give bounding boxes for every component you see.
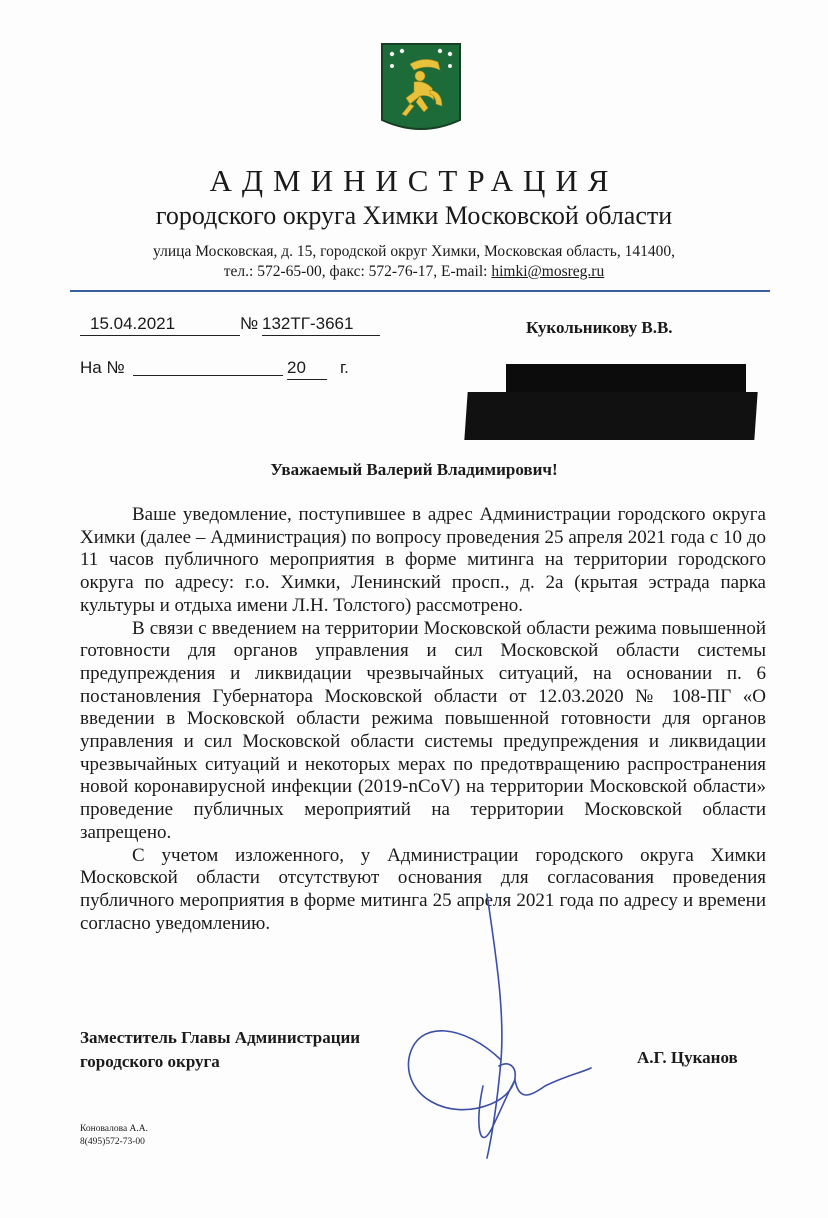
redacted-address	[466, 358, 766, 440]
signature-icon	[395, 890, 615, 1170]
outgoing-number-label: №	[240, 314, 259, 333]
reply-to-label: На №	[80, 358, 125, 377]
outgoing-date: 15.04.2021	[80, 314, 240, 336]
reply-to-year-suffix: г.	[340, 358, 349, 377]
letter-paragraph: В связи с введением на территории Московской области режима повышенной готовности для органов управления и сил Московской области системы предупреждения и ликвидации чрезвычайных ситуаций, на основании п. 6 постановления Губернатора Московской области от 12.03.2020 № 108-ПГ «О введении в Московской области режима повышенной готовности для органов управления и сил Московской области системы предупреждения и ликвидации чрезвычайных ситуаций и некоторых мерах по предотвращению распространения новой коронавирусной инфекции (2019-nCoV) на территории Московской области» проведение публичных мероприятий на территории Московской области запрещено.	[80, 617, 766, 843]
reply-to-year: 20	[287, 358, 327, 380]
coat-of-arms-icon	[380, 42, 462, 138]
letter-paragraph: Ваше уведомление, поступившее в адрес Администрации городского округа Химки (далее – Администрация) по вопросу проведения 25 апреля 2021 года с 10 до 11 часов публичного мероприятия в форме митинга на территории городского округа по адресу: г.о. Химки, Ленинский просп., д. 2а (крытая эстрада парка культуры и отдыха имени Л.Н. Толстого) рассмотрено.	[80, 504, 766, 616]
outgoing-number: 132ТГ-3661	[262, 314, 380, 336]
organization-address: улица Московская, д. 15, городской округ Химки, Московская область, 141400,	[153, 243, 675, 260]
recipient-name: Кукольникову В.В.	[526, 318, 673, 337]
executor-info	[80, 1123, 148, 1149]
email-link[interactable]: himki@mosreg.ru	[491, 263, 605, 280]
organization-contacts	[0, 263, 828, 281]
coat-of-arms	[380, 42, 462, 138]
header-divider	[70, 290, 770, 292]
salutation: Уважаемый Валерий Владимирович!	[270, 460, 558, 479]
handwritten-signature	[395, 890, 615, 1170]
signatory-title	[80, 1026, 360, 1074]
signatory-title-line: Заместитель Главы Администрации	[80, 1028, 361, 1047]
letter-body	[80, 504, 766, 935]
organization-subtitle: городского округа Химки Московской области	[155, 201, 673, 230]
reply-to-number-line	[133, 375, 283, 376]
signatory-name: А.Г. Цуканов	[637, 1048, 738, 1067]
executor-phone: 8(495)572-73-00	[80, 1137, 145, 1147]
redaction-bar	[464, 392, 757, 440]
letter-paragraph: С учетом изложенного, у Администрации городского округа Химки Московской области отсутствуют основания для согласования проведения публичного мероприятия в форме митинга 25 апреля 2021 года по адресу и времени согласно уведомлению.	[80, 844, 766, 934]
signatory-title-line: городского округа	[80, 1052, 220, 1071]
organization-title: АДМИНИСТРАЦИЯ	[209, 163, 619, 198]
contacts-text: тел.: 572-65-00, факс: 572-76-17, E-mail:	[223, 263, 492, 280]
executor-name: Коновалова А.А.	[80, 1124, 149, 1134]
